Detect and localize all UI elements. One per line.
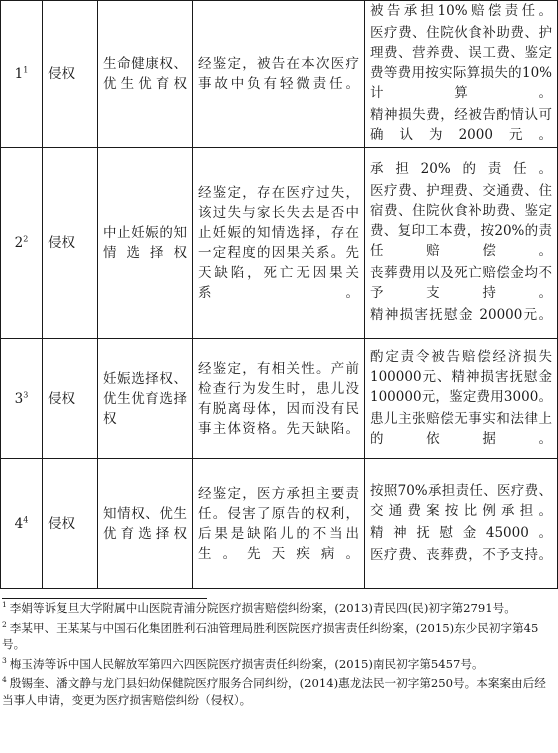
fact-cell: 经鉴定，存在医疗过失，该过失与家长失去是否中止妊娠的知情选择，存在一定程度的因果关系。先天缺陷，死亡无因果关系。 [193, 148, 365, 339]
result-line: 酌定责令被告赔偿经济损失100000元、精神损害抚慰金100000元，鉴定费用3000。 [370, 348, 552, 405]
footnote [2, 675, 554, 708]
footnote-text: 殷锡奎、潘文静与龙门县妇幼保健院医疗服务合同纠纷，(2014)惠龙法民一初字第250号。本案案由后经当事人申请，变更为医疗损害赔偿纠纷（侵权）。 [2, 676, 546, 707]
footnote-ref: 1 [23, 65, 29, 75]
result-line: 按照70%承担责任、医疗费、交通费案按比例承担。 [370, 482, 552, 519]
footnotes [2, 600, 554, 711]
footnote-mark: 1 [2, 600, 7, 610]
result-line: 医疗费、住院伙食补助费、护理费、营养费、误工费、鉴定费等费用按实际算损失的10%计算。 [370, 25, 552, 101]
cause-cell: 侵权 [43, 339, 98, 459]
result-line: 精神抚慰金45000。 [370, 524, 552, 541]
result-cell [365, 1, 558, 148]
result-line: 医疗费、丧葬费，不予支持。 [370, 546, 552, 563]
cause-cell: 侵权 [43, 148, 98, 339]
case-number-cell: 2$^2$ [1, 148, 43, 339]
footnote-mark: 3 [2, 655, 7, 665]
result-cell [365, 459, 558, 589]
result-line: 承担20%的责任。 [370, 161, 552, 177]
fact-cell: 经鉴定，被告在本次医疗事故中负有轻微责任。 [193, 1, 365, 148]
footnote-text: 李某甲、王某某与中国石化集团胜利石油管理局胜利医院医疗损害责任纠纷案，(2015)东少民初字第45号。 [2, 620, 539, 651]
table-row [1, 339, 558, 459]
footnote-separator [2, 598, 207, 599]
footnote-mark: 4 [2, 675, 7, 685]
footnote-ref: 4 [23, 515, 29, 524]
result-line: 被告承担10%赔偿责任。 [370, 3, 552, 19]
footnote [2, 620, 554, 653]
case-number-cell: 4$^4$ [1, 459, 43, 589]
cause-cell: 侵权 [43, 1, 98, 148]
result-line: 精神损失费，经被告酌情认可确认为2000元。 [370, 107, 552, 143]
right-cell: 知情权、优生优育选择权 [98, 459, 193, 589]
right-cell: 中止妊娠的知情选择权 [98, 148, 193, 339]
case-number-cell: 1$^1$ [1, 1, 43, 148]
cause-cell: 侵权 [43, 459, 98, 589]
result-cell [365, 148, 558, 339]
table-row [1, 148, 558, 339]
footnote-ref: 3 [23, 390, 29, 399]
footnote-ref: 2 [23, 234, 29, 244]
footnote-mark: 2 [2, 619, 7, 629]
result-line: 医疗费、护理费、交通费、住宿费、住院伙食补助费、鉴定费、复印工本费，按20%的责任赔偿。 [370, 183, 552, 259]
right-cell: 生命健康权、优生优育权 [98, 1, 193, 148]
result-line: 精神损害抚慰金 20000元。 [370, 307, 552, 323]
case-number-cell: 3$^3$ [1, 339, 43, 459]
table-row [1, 459, 558, 589]
fact-cell: 经鉴定，医方承担主要责任。侵害了原告的权利，后果是缺陷儿的不当出生。先天疾病。 [193, 459, 365, 589]
fact-cell: 经鉴定，有相关性。产前检查行为发生时，患儿没有脱离母体，因而没有民事主体资格。先天缺陷。 [193, 339, 365, 459]
right-cell: 妊娠选择权、优生优育选择权 [98, 339, 193, 459]
footnote [2, 600, 554, 617]
footnote-text: 李娟等诉复旦大学附属中山医院青浦分院医疗损害赔偿纠纷案，(2013)青民四(民)初字第2791号。 [9, 601, 516, 615]
result-line: 丧葬费用以及死亡赔偿金均不予支持。 [370, 265, 552, 301]
result-line: 患儿主张赔偿无事实和法律上的依据。 [370, 410, 552, 447]
footnote [2, 656, 554, 673]
table-row [1, 1, 558, 148]
footnote-text: 梅玉涛等诉中国人民解放军第四六四医院医疗损害责任纠纷案，(2015)南民初字第5457号。 [9, 656, 484, 671]
result-cell [365, 339, 558, 459]
